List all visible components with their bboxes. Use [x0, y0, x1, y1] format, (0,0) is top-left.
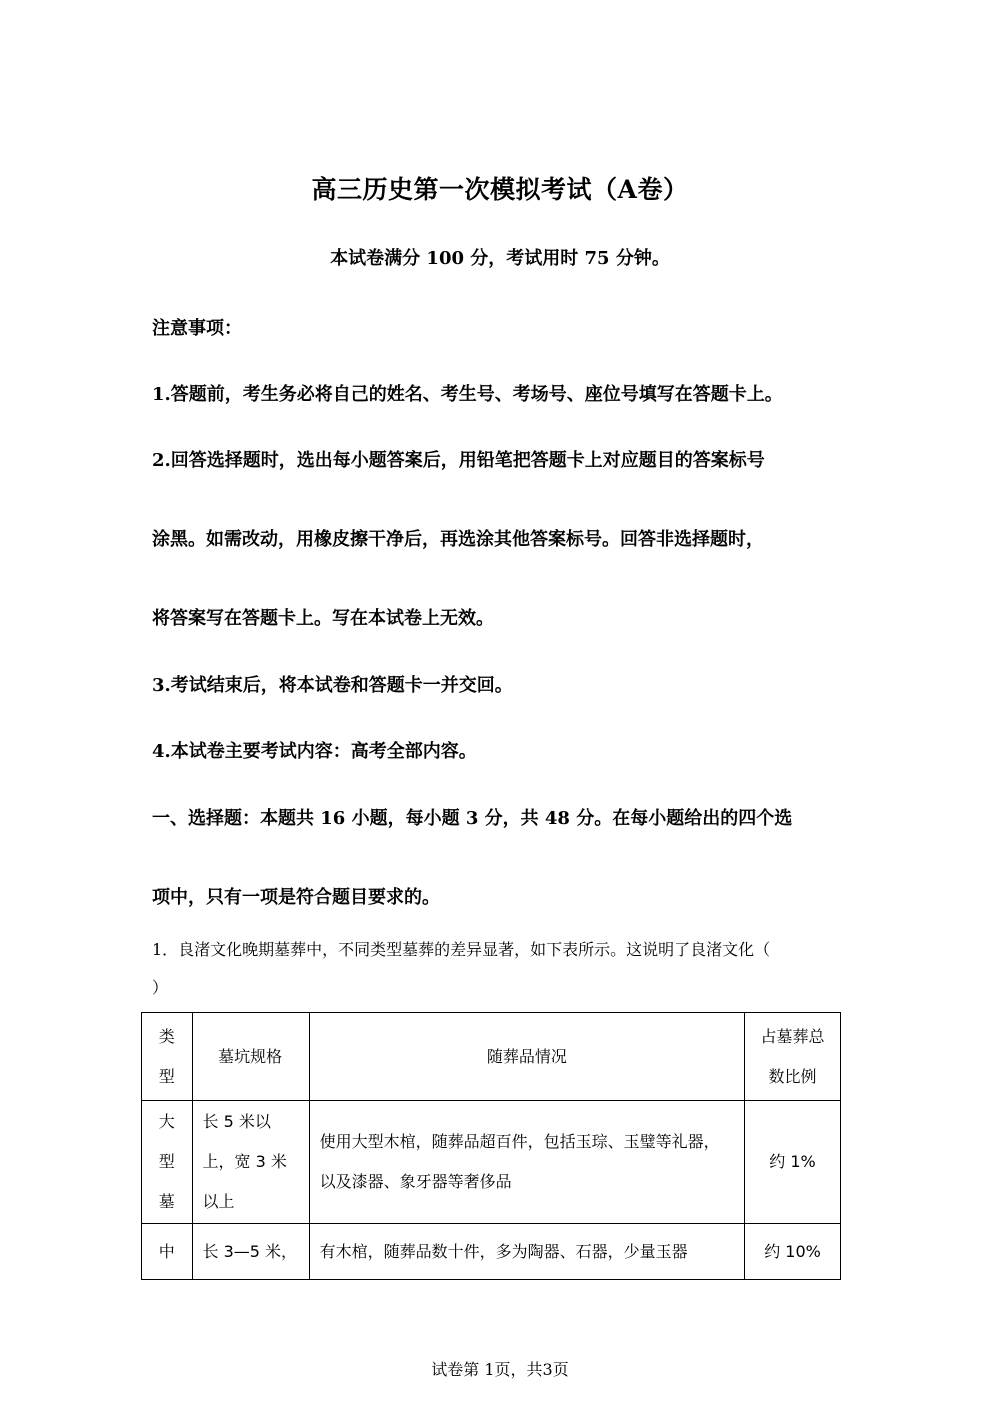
header-type: 类型 [142, 1013, 193, 1101]
section-heading-line-2: 项中，只有一项是符合题目要求的。 [152, 887, 440, 908]
row-1-ratio: 约 1% [745, 1101, 841, 1224]
row-2-pit: 长 3—5 米， [192, 1224, 309, 1280]
header-ratio: 占墓葬总数比例 [745, 1013, 841, 1101]
exam-subtitle: 本试卷满分 100 分，考试用时 75 分钟。 [330, 248, 670, 269]
header-pit: 墓坑规格 [192, 1013, 309, 1101]
page-footer: 试卷第 1页，共3页 [431, 1360, 569, 1379]
row-2-goods: 有木棺，随葬品数十件，多为陶器、石器，少量玉器 [309, 1224, 744, 1280]
notice-heading: 注意事项： [152, 318, 242, 339]
notice-item-4: 4.本试卷主要考试内容：高考全部内容。 [152, 741, 477, 762]
row-2-ratio: 约 10% [745, 1224, 841, 1280]
table-row [142, 1224, 841, 1280]
table-row [142, 1101, 841, 1224]
header-goods: 随葬品情况 [309, 1013, 744, 1101]
question-1-stem-line-1: 1．良渚文化晚期墓葬中，不同类型墓葬的差异显著，如下表所示。这说明了良渚文化（ [152, 940, 771, 959]
row-1-pit: 长 5 米以上，宽 3 米以上 [192, 1101, 309, 1224]
tomb-table [141, 1012, 841, 1280]
row-2-type: 中 [142, 1224, 193, 1280]
notice-item-1: 1.答题前，考生务必将自己的姓名、考生号、考场号、座位号填写在答题卡上。 [152, 384, 783, 405]
row-1-type: 大型墓 [142, 1101, 193, 1224]
table-header-row [142, 1013, 841, 1101]
row-1-goods: 使用大型木棺，随葬品超百件，包括玉琮、玉璧等礼器，以及漆器、象牙器等奢侈品 [309, 1101, 744, 1224]
notice-item-2-line-3: 将答案写在答题卡上。写在本试卷上无效。 [152, 608, 494, 629]
section-heading-line-1: 一、选择题：本题共 16 小题，每小题 3 分，共 48 分。在每小题给出的四个选 [152, 808, 793, 829]
notice-item-3: 3.考试结束后，将本试卷和答题卡一并交回。 [152, 675, 513, 696]
exam-title: 高三历史第一次模拟考试（A卷） [311, 175, 689, 204]
notice-item-2-line-1: 2.回答选择题时，选出每小题答案后，用铅笔把答题卡上对应题目的答案标号 [152, 450, 765, 471]
notice-item-2-line-2: 涂黑。如需改动，用橡皮擦干净后，再选涂其他答案标号。回答非选择题时， [152, 529, 764, 550]
question-1-stem-line-2: ） [152, 978, 169, 997]
